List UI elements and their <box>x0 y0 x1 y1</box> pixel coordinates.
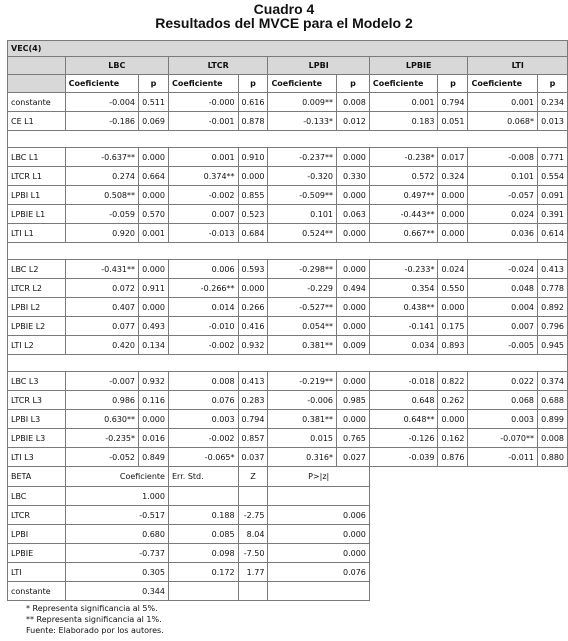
value-cell: 0.667** <box>369 224 438 243</box>
beta-p: 0.006 <box>268 506 369 525</box>
value-cell: -0.186 <box>65 112 138 131</box>
value-cell: 0.091 <box>538 186 568 205</box>
data-row <box>8 448 568 467</box>
beta-coef: 1.000 <box>65 487 168 506</box>
value-cell: 0.000 <box>438 186 468 205</box>
value-cell: -0.237** <box>268 148 337 167</box>
separator-row <box>8 355 568 372</box>
value-cell: 0.857 <box>238 429 268 448</box>
value-cell: -0.024 <box>468 260 538 279</box>
variable-header-row <box>8 57 568 75</box>
value-cell: 0.986 <box>65 391 138 410</box>
value-cell: 0.932 <box>139 372 169 391</box>
blank-cell <box>369 544 567 563</box>
value-cell: 0.024 <box>438 260 468 279</box>
value-cell: -0.238* <box>369 148 438 167</box>
value-cell: 0.855 <box>238 186 268 205</box>
value-cell: -0.013 <box>168 224 238 243</box>
vec-label: VEC(4) <box>8 41 568 57</box>
corner-cell <box>8 75 66 93</box>
footnote-1pct: ** Representa significancia al 1%. <box>26 615 162 624</box>
value-cell: 0.330 <box>337 167 370 186</box>
beta-z: -2.75 <box>238 506 268 525</box>
value-cell: 0.000 <box>139 260 169 279</box>
beta-err <box>168 582 238 601</box>
beta-label: BETA <box>8 467 66 487</box>
value-cell: 0.684 <box>238 224 268 243</box>
beta-coef: -0.737 <box>65 544 168 563</box>
value-cell: 0.006 <box>168 260 238 279</box>
separator-cell <box>8 355 568 372</box>
row-label: LTI L3 <box>8 448 66 467</box>
beta-row-label: LTI <box>8 563 66 582</box>
value-cell: -0.126 <box>369 429 438 448</box>
data-row <box>8 93 568 112</box>
column-header-lpbie: LPBIE <box>369 57 468 75</box>
value-cell: -0.039 <box>369 448 438 467</box>
value-cell: 0.015 <box>268 429 337 448</box>
p-header: p <box>538 75 568 93</box>
beta-row-label: LBC <box>8 487 66 506</box>
p-header: p <box>438 75 468 93</box>
value-cell: 0.849 <box>139 448 169 467</box>
beta-err: 0.098 <box>168 544 238 563</box>
value-cell: 0.000 <box>337 260 370 279</box>
value-cell: 0.007 <box>168 205 238 224</box>
value-cell: 0.413 <box>238 372 268 391</box>
coef-header: Coeficiente <box>468 75 538 93</box>
row-label: LPBI L1 <box>8 186 66 205</box>
value-cell: -0.266** <box>168 279 238 298</box>
value-cell: 0.022 <box>468 372 538 391</box>
value-cell: -0.133* <box>268 112 337 131</box>
value-cell: 0.511 <box>139 93 169 112</box>
data-row <box>8 317 568 336</box>
footnotes <box>26 603 164 636</box>
value-cell: 0.614 <box>538 224 568 243</box>
value-cell: -0.509** <box>268 186 337 205</box>
beta-err: 0.085 <box>168 525 238 544</box>
value-cell: 0.000 <box>337 186 370 205</box>
beta-coef: 0.344 <box>65 582 168 601</box>
value-cell: 0.572 <box>369 167 438 186</box>
data-row <box>8 279 568 298</box>
value-cell: 0.910 <box>238 148 268 167</box>
value-cell: 0.024 <box>468 205 538 224</box>
subheader-row <box>8 75 568 93</box>
value-cell: 0.420 <box>65 336 138 355</box>
value-cell: 0.017 <box>438 148 468 167</box>
data-row <box>8 148 568 167</box>
value-cell: -0.235* <box>65 429 138 448</box>
separator-cell <box>8 131 568 148</box>
value-cell: 0.000 <box>337 372 370 391</box>
value-cell: -0.229 <box>268 279 337 298</box>
value-cell: 0.000 <box>139 298 169 317</box>
value-cell: 0.876 <box>438 448 468 467</box>
value-cell: 0.101 <box>468 167 538 186</box>
value-cell: -0.431** <box>65 260 138 279</box>
value-cell: 0.000 <box>139 148 169 167</box>
row-label: LPBIE L2 <box>8 317 66 336</box>
beta-coef-header: Coeficiente <box>65 467 168 487</box>
table-title: Cuadro 4 <box>253 1 315 17</box>
p-header: p <box>337 75 370 93</box>
value-cell: 0.911 <box>139 279 169 298</box>
value-cell: 0.648** <box>369 410 438 429</box>
value-cell: 0.878 <box>238 112 268 131</box>
value-cell: 0.570 <box>139 205 169 224</box>
beta-row <box>8 525 568 544</box>
beta-row <box>8 506 568 525</box>
beta-err: 0.172 <box>168 563 238 582</box>
value-cell: 0.413 <box>538 260 568 279</box>
value-cell: 0.262 <box>438 391 468 410</box>
value-cell: 0.391 <box>538 205 568 224</box>
beta-p: 0.000 <box>268 525 369 544</box>
value-cell: 0.493 <box>139 317 169 336</box>
value-cell: -0.004 <box>65 93 138 112</box>
value-cell: 0.000 <box>337 410 370 429</box>
p-header: p <box>139 75 169 93</box>
data-row <box>8 372 568 391</box>
beta-z: 1.77 <box>238 563 268 582</box>
value-cell: 0.134 <box>139 336 169 355</box>
value-cell: 0.688 <box>538 391 568 410</box>
value-cell: 0.316* <box>268 448 337 467</box>
value-cell: 0.077 <box>65 317 138 336</box>
beta-z-header: Z <box>238 467 268 487</box>
value-cell: 0.016 <box>139 429 169 448</box>
row-label: LTI L2 <box>8 336 66 355</box>
value-cell: 0.003 <box>168 410 238 429</box>
data-row <box>8 167 568 186</box>
beta-row-label: LTCR <box>8 506 66 525</box>
row-label: LPBIE L3 <box>8 429 66 448</box>
beta-z: 8.04 <box>238 525 268 544</box>
results-table <box>7 40 568 601</box>
value-cell: 0.000 <box>438 298 468 317</box>
value-cell: 0.630** <box>65 410 138 429</box>
row-label: constante <box>8 93 66 112</box>
value-cell: 0.416 <box>238 317 268 336</box>
value-cell: 0.068* <box>468 112 538 131</box>
value-cell: -0.637** <box>65 148 138 167</box>
value-cell: 0.880 <box>538 448 568 467</box>
coef-header: Coeficiente <box>65 75 138 93</box>
beta-row-label: LPBIE <box>8 544 66 563</box>
value-cell: 0.524** <box>268 224 337 243</box>
row-label: LBC L2 <box>8 260 66 279</box>
value-cell: 0.000 <box>139 410 169 429</box>
beta-coef: 0.680 <box>65 525 168 544</box>
footnote-5pct: * Representa significancia al 5%. <box>26 604 158 613</box>
beta-z <box>238 487 268 506</box>
value-cell: 0.771 <box>538 148 568 167</box>
value-cell: -0.001 <box>168 112 238 131</box>
data-row <box>8 298 568 317</box>
value-cell: 0.051 <box>438 112 468 131</box>
row-label: LPBIE L1 <box>8 205 66 224</box>
blank-cell <box>369 582 567 601</box>
data-row <box>8 224 568 243</box>
value-cell: 0.000 <box>238 167 268 186</box>
column-header-lti: LTI <box>468 57 568 75</box>
column-header-lpbi: LPBI <box>268 57 369 75</box>
value-cell: 0.893 <box>438 336 468 355</box>
beta-p <box>268 582 369 601</box>
value-cell: 0.593 <box>238 260 268 279</box>
value-cell: 0.009** <box>268 93 337 112</box>
beta-z: -7.50 <box>238 544 268 563</box>
value-cell: 0.494 <box>337 279 370 298</box>
table-subtitle: Resultados del MVCE para el Modelo 2 <box>155 15 413 31</box>
footnote-source: Fuente: Elaborado por los autores. <box>26 626 164 635</box>
value-cell: -0.298** <box>268 260 337 279</box>
value-cell: 0.027 <box>337 448 370 467</box>
value-cell: 0.008 <box>168 372 238 391</box>
value-cell: 0.000 <box>139 186 169 205</box>
value-cell: 0.037 <box>238 448 268 467</box>
value-cell: 0.324 <box>438 167 468 186</box>
row-label: LTCR L3 <box>8 391 66 410</box>
value-cell: 0.374** <box>168 167 238 186</box>
row-label: LTI L1 <box>8 224 66 243</box>
value-cell: 0.054** <box>268 317 337 336</box>
value-cell: 0.765 <box>337 429 370 448</box>
p-header: p <box>238 75 268 93</box>
blank-cell <box>369 487 567 506</box>
value-cell: 0.063 <box>337 205 370 224</box>
coef-header: Coeficiente <box>369 75 438 93</box>
value-cell: 0.616 <box>238 93 268 112</box>
value-cell: 0.014 <box>168 298 238 317</box>
beta-err <box>168 487 238 506</box>
corner-cell <box>8 57 66 75</box>
data-row <box>8 410 568 429</box>
value-cell: 0.794 <box>238 410 268 429</box>
value-cell: -0.018 <box>369 372 438 391</box>
value-cell: -0.006 <box>268 391 337 410</box>
value-cell: 0.009 <box>337 336 370 355</box>
value-cell: 0.000 <box>337 317 370 336</box>
beta-p-header: P>|z| <box>268 467 369 487</box>
value-cell: -0.008 <box>468 148 538 167</box>
blank-cell <box>369 506 567 525</box>
data-row <box>8 260 568 279</box>
row-label: LTCR L2 <box>8 279 66 298</box>
value-cell: 0.183 <box>369 112 438 131</box>
column-header-ltcr: LTCR <box>168 57 267 75</box>
value-cell: 0.778 <box>538 279 568 298</box>
coef-header: Coeficiente <box>168 75 238 93</box>
value-cell: 0.497** <box>369 186 438 205</box>
column-header-lbc: LBC <box>65 57 168 75</box>
data-row <box>8 391 568 410</box>
value-cell: 0.945 <box>538 336 568 355</box>
value-cell: 0.892 <box>538 298 568 317</box>
value-cell: 0.822 <box>438 372 468 391</box>
value-cell: 0.036 <box>468 224 538 243</box>
value-cell: -0.007 <box>65 372 138 391</box>
value-cell: 0.076 <box>168 391 238 410</box>
beta-p: 0.076 <box>268 563 369 582</box>
value-cell: -0.141 <box>369 317 438 336</box>
value-cell: 0.008 <box>337 93 370 112</box>
value-cell: 0.438** <box>369 298 438 317</box>
blank-cell <box>369 467 567 487</box>
beta-coef: -0.517 <box>65 506 168 525</box>
value-cell: 0.013 <box>538 112 568 131</box>
value-cell: 0.374 <box>538 372 568 391</box>
value-cell: 0.000 <box>438 205 468 224</box>
value-cell: 0.000 <box>438 224 468 243</box>
value-cell: 0.001 <box>139 224 169 243</box>
beta-err-header: Err. Std. <box>168 467 238 487</box>
value-cell: 0.550 <box>438 279 468 298</box>
value-cell: 0.007 <box>468 317 538 336</box>
value-cell: -0.002 <box>168 186 238 205</box>
row-label: LTCR L1 <box>8 167 66 186</box>
value-cell: -0.065* <box>168 448 238 467</box>
value-cell: -0.070** <box>468 429 538 448</box>
value-cell: 0.101 <box>268 205 337 224</box>
value-cell: 0.899 <box>538 410 568 429</box>
vec-row <box>8 41 568 57</box>
value-cell: 0.012 <box>337 112 370 131</box>
value-cell: 0.354 <box>369 279 438 298</box>
value-cell: 0.000 <box>337 148 370 167</box>
row-label: LBC L1 <box>8 148 66 167</box>
value-cell: 0.048 <box>468 279 538 298</box>
data-row <box>8 205 568 224</box>
value-cell: 0.068 <box>468 391 538 410</box>
value-cell: -0.219** <box>268 372 337 391</box>
value-cell: 0.554 <box>538 167 568 186</box>
value-cell: 0.001 <box>168 148 238 167</box>
value-cell: 0.000 <box>238 279 268 298</box>
value-cell: -0.011 <box>468 448 538 467</box>
value-cell: 0.283 <box>238 391 268 410</box>
beta-p: 0.000 <box>268 544 369 563</box>
value-cell: 0.985 <box>337 391 370 410</box>
separator-row <box>8 131 568 148</box>
value-cell: 0.381** <box>268 410 337 429</box>
beta-row <box>8 563 568 582</box>
value-cell: -0.052 <box>65 448 138 467</box>
value-cell: 0.508** <box>65 186 138 205</box>
value-cell: 0.796 <box>538 317 568 336</box>
value-cell: -0.000 <box>168 93 238 112</box>
beta-row <box>8 582 568 601</box>
beta-err: 0.188 <box>168 506 238 525</box>
value-cell: -0.320 <box>268 167 337 186</box>
value-cell: 0.920 <box>65 224 138 243</box>
blank-cell <box>369 563 567 582</box>
beta-row-label: LPBI <box>8 525 66 544</box>
value-cell: 0.000 <box>337 298 370 317</box>
beta-coef: 0.305 <box>65 563 168 582</box>
blank-cell <box>369 525 567 544</box>
value-cell: -0.233* <box>369 260 438 279</box>
beta-row <box>8 544 568 563</box>
data-row <box>8 186 568 205</box>
value-cell: -0.057 <box>468 186 538 205</box>
value-cell: 0.381** <box>268 336 337 355</box>
value-cell: 0.523 <box>238 205 268 224</box>
value-cell: 0.008 <box>538 429 568 448</box>
value-cell: 0.116 <box>139 391 169 410</box>
beta-header-row <box>8 467 568 487</box>
value-cell: 0.001 <box>468 93 538 112</box>
beta-z <box>238 582 268 601</box>
row-label: LPBI L3 <box>8 410 66 429</box>
value-cell: 0.274 <box>65 167 138 186</box>
value-cell: -0.005 <box>468 336 538 355</box>
value-cell: 0.664 <box>139 167 169 186</box>
value-cell: 0.162 <box>438 429 468 448</box>
beta-row <box>8 487 568 506</box>
value-cell: 0.072 <box>65 279 138 298</box>
data-row <box>8 429 568 448</box>
value-cell: 0.932 <box>238 336 268 355</box>
value-cell: 0.407 <box>65 298 138 317</box>
value-cell: -0.002 <box>168 429 238 448</box>
value-cell: 0.034 <box>369 336 438 355</box>
separator-cell <box>8 243 568 260</box>
coef-header: Coeficiente <box>268 75 337 93</box>
value-cell: -0.010 <box>168 317 238 336</box>
value-cell: 0.266 <box>238 298 268 317</box>
value-cell: 0.004 <box>468 298 538 317</box>
row-label: CE L1 <box>8 112 66 131</box>
beta-row-label: constante <box>8 582 66 601</box>
value-cell: 0.003 <box>468 410 538 429</box>
value-cell: 0.001 <box>369 93 438 112</box>
value-cell: -0.002 <box>168 336 238 355</box>
row-label: LBC L3 <box>8 372 66 391</box>
data-row <box>8 336 568 355</box>
value-cell: 0.794 <box>438 93 468 112</box>
value-cell: 0.000 <box>337 224 370 243</box>
value-cell: 0.234 <box>538 93 568 112</box>
value-cell: -0.443** <box>369 205 438 224</box>
value-cell: 0.175 <box>438 317 468 336</box>
value-cell: -0.527** <box>268 298 337 317</box>
beta-p <box>268 487 369 506</box>
value-cell: -0.059 <box>65 205 138 224</box>
value-cell: 0.069 <box>139 112 169 131</box>
separator-row <box>8 243 568 260</box>
value-cell: 0.000 <box>438 410 468 429</box>
data-row <box>8 112 568 131</box>
value-cell: 0.648 <box>369 391 438 410</box>
row-label: LPBI L2 <box>8 298 66 317</box>
